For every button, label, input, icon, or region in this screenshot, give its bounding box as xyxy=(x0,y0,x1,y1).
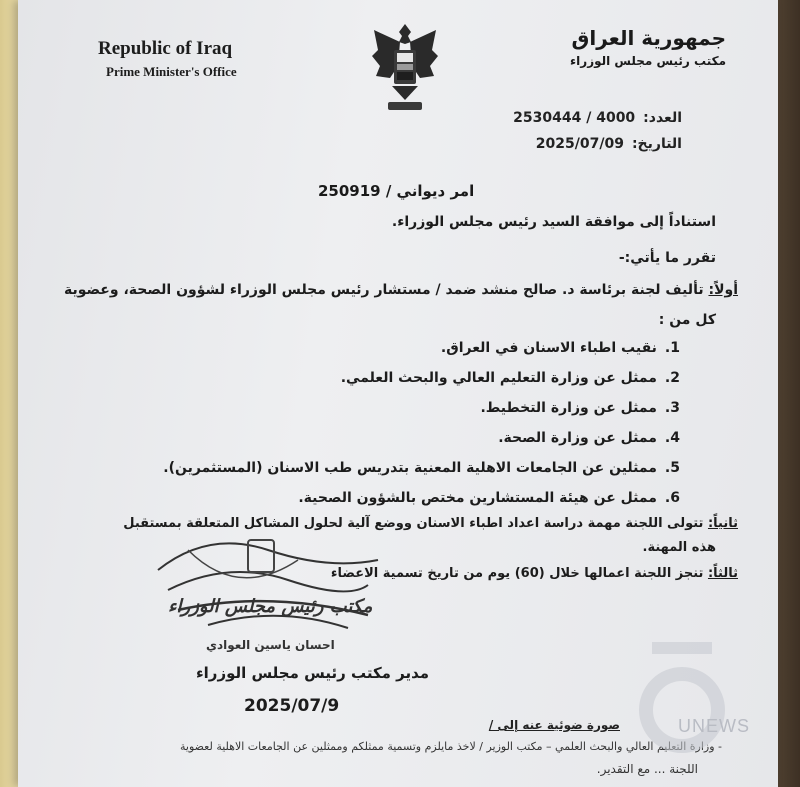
order-title: امر ديواني / 250919 xyxy=(318,182,475,200)
date-label: التاريخ: xyxy=(631,136,682,152)
arabic-subtitle: مكتب رئيس مجلس الوزراء xyxy=(570,54,726,68)
list-item: 6.ممثل عن هيئة المستشارين مختص بالشؤون الصحية. xyxy=(298,490,680,506)
clause-third xyxy=(331,566,738,581)
number-value: 2530444 / 4000 xyxy=(513,110,636,126)
clause-second-label: ثانياً: xyxy=(707,516,738,531)
number-label: العدد: xyxy=(643,110,682,126)
clause-first xyxy=(64,282,738,298)
signatory-name: احسان ياسين العوادي xyxy=(206,638,335,652)
decision-line: تقرر ما يأتي:- xyxy=(618,250,716,266)
signatory-title: مدير مكتب رئيس مجلس الوزراء xyxy=(196,664,430,682)
copy-line-continued: اللجنة ... مع التقدير. xyxy=(596,762,698,776)
document-date xyxy=(536,136,682,152)
clause-second xyxy=(123,516,738,531)
document-paper xyxy=(18,0,778,787)
clause-second-text: تتولى اللجنة مهمة دراسة اعداد اطباء الاسنان ووضع آلية لحلول المشاكل المتعلقة بمستقبل xyxy=(123,516,708,531)
signature-date: 2025/07/9 xyxy=(244,696,340,716)
copy-line: - وزارة التعليم العالي والبحث العلمي – مكتب الوزير / لاخذ مايلزم وتسمية ممثلكم وممثلين عن الجامعات الاهلية لعضوية xyxy=(179,740,722,753)
clause-third-text: تنجز اللجنة اعمالها خلال (60) يوم من تاريخ تسمية الاعضاء xyxy=(330,566,708,581)
watermark-text: UNEWS xyxy=(678,716,750,736)
list-item: 5.ممثلين عن الجامعات الاهلية المعنية بتدريس طب الاسنان (المستثمرين). xyxy=(163,460,680,476)
stamp-text: مكتب رئيس مجلس الوزراء xyxy=(168,596,373,617)
list-item: 1.نقيب اطباء الاسنان في العراق. xyxy=(440,340,680,356)
list-item: 3.ممثل عن وزارة التخطيط. xyxy=(480,400,680,416)
clause-second-continued: هذه المهنة. xyxy=(642,540,716,555)
news-logo-icon xyxy=(590,638,740,758)
date-value: 2025/07/09 xyxy=(535,136,624,152)
document-number xyxy=(513,110,682,126)
clause-third-label: ثالثاً: xyxy=(707,566,738,581)
english-subtitle: Prime Minister's Office xyxy=(106,64,237,79)
preamble-line: استناداً إلى موافقة السيد رئيس مجلس الوزراء. xyxy=(391,214,716,230)
arabic-title: جمهورية العراق xyxy=(571,26,726,50)
clause-first-text: تأليف لجنة برئاسة د. صالح منشد ضمد / مستشار رئيس مجلس الوزراء لشؤون الصحة، وعضوية xyxy=(63,282,709,298)
clause-first-continued: كل من : xyxy=(658,312,716,328)
official-stamp-signature xyxy=(148,530,388,644)
list-item: 4.ممثل عن وزارة الصحة. xyxy=(498,430,680,446)
english-title: Republic of Iraq xyxy=(98,38,233,59)
iraq-eagle-emblem-icon xyxy=(370,20,440,120)
clause-first-label: أولاً: xyxy=(708,282,738,298)
copy-to-heading: صورة ضوئية عنه إلى / xyxy=(488,718,620,732)
list-item: 2.ممثل عن وزارة التعليم العالي والبحث العلمي. xyxy=(340,370,680,386)
